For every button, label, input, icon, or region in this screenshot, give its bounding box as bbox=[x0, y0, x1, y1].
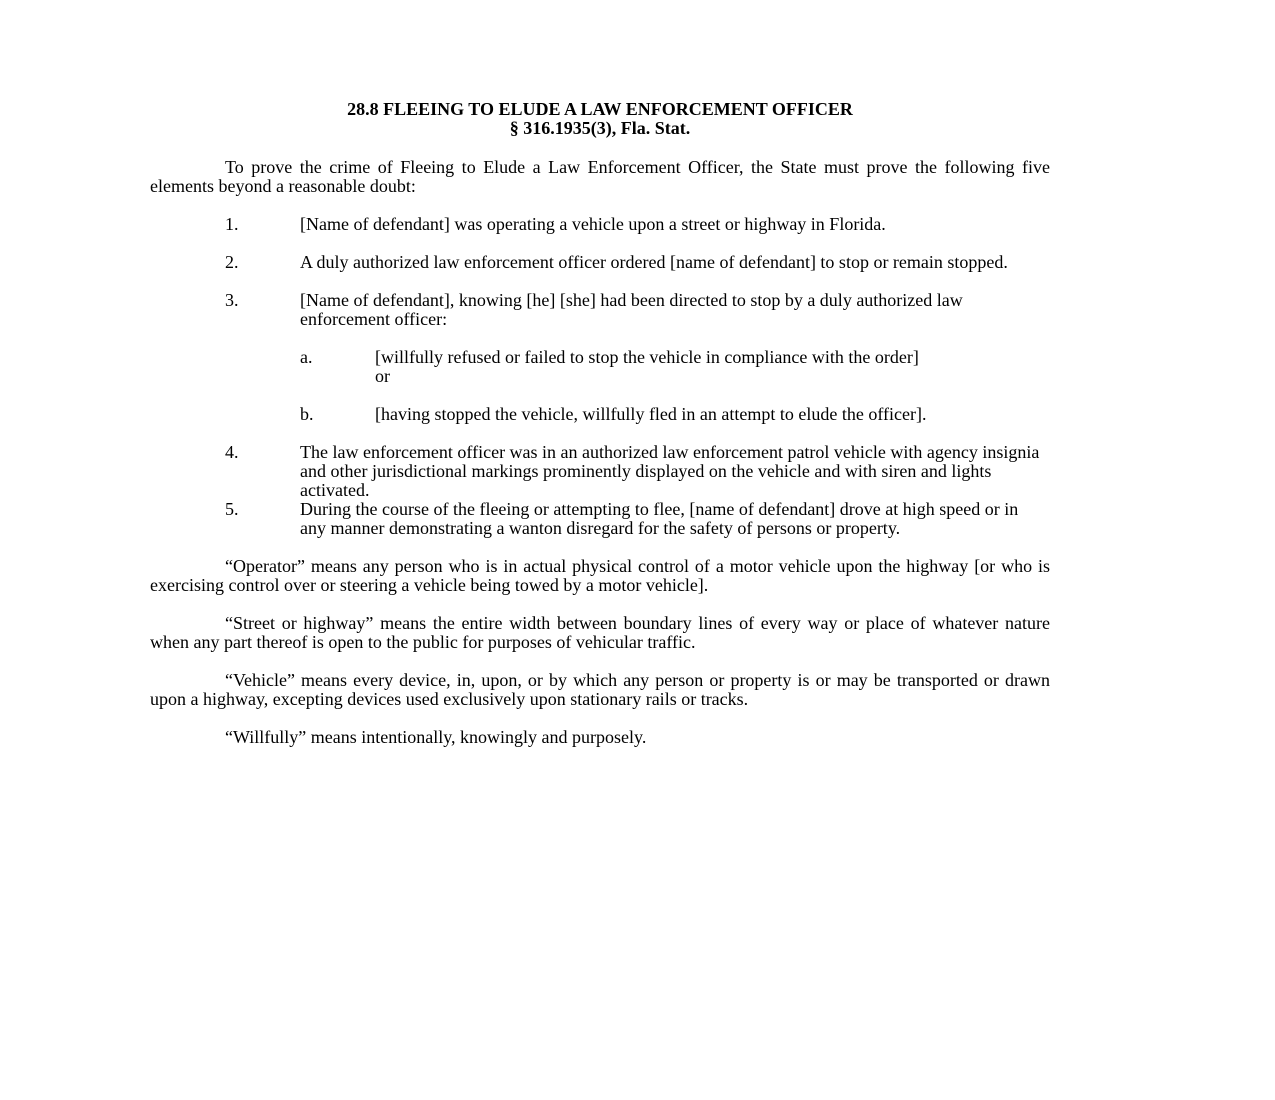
subelement-text bbox=[375, 348, 1045, 386]
definition-vehicle: “Vehicle” means every device, in, upon, or by which any person or property is or may be transported or drawn upon a highway, excepting devices used exclusively upon stationary rails or tracks. bbox=[150, 670, 1050, 709]
statute-citation: § 316.1935(3), Fla. Stat. bbox=[509, 118, 691, 138]
definition-operator: “Operator” means any person who is in actual physical control of a motor vehicle upon the highway [or who is exercising control over or steering a vehicle being towed by a motor vehicle]. bbox=[150, 556, 1050, 595]
element-text: The law enforcement officer was in an authorized law enforcement patrol vehicle with agency insignia and other jurisdictional markings prominently displayed on the vehicle and with siren and lights activated. bbox=[300, 442, 1040, 500]
subelement-text-body: [willfully refused or failed to stop the vehicle in compliance with the order] bbox=[375, 347, 919, 367]
subelement-item-b bbox=[300, 405, 1050, 424]
page-title bbox=[150, 100, 1050, 138]
element-text: [Name of defendant] was operating a vehicle upon a street or highway in Florida. bbox=[300, 214, 886, 234]
element-text: A duly authorized law enforcement officer ordered [name of defendant] to stop or remain stopped. bbox=[300, 252, 1008, 272]
element-number: 1. bbox=[225, 214, 239, 234]
title-line-1: 28.8 FLEEING TO ELUDE A LAW ENFORCEMENT OFFICER bbox=[347, 99, 853, 119]
element-text: During the course of the fleeing or attempting to flee, [name of defendant] drove at high speed or in any manner demonstrating a wanton disregard for the safety of persons or property. bbox=[300, 499, 1019, 538]
element-text: [Name of defendant], knowing [he] [she] had been directed to stop by a duly authorized law enforcement officer: bbox=[300, 290, 963, 329]
element-number: 3. bbox=[225, 290, 239, 310]
definition-street-or-highway: “Street or highway” means the entire width between boundary lines of every way or place of whatever nature when any part thereof is open to the public for purposes of vehicular traffic. bbox=[150, 613, 1050, 652]
subelement-letter: b. bbox=[300, 404, 314, 424]
elements-list bbox=[150, 215, 1050, 538]
element-item-5 bbox=[225, 500, 1050, 538]
definition-willfully: “Willfully” means intentionally, knowingly and purposely. bbox=[225, 727, 647, 747]
subelement-letter: a. bbox=[300, 347, 313, 367]
element-item-1 bbox=[225, 215, 1050, 234]
intro-paragraph: To prove the crime of Fleeing to Elude a Law Enforcement Officer, the State must prove the following five elements beyond a reasonable doubt: bbox=[150, 157, 1050, 196]
document-page bbox=[150, 100, 1050, 747]
element-item-3 bbox=[225, 291, 1050, 329]
subelement-connector: or bbox=[375, 366, 390, 386]
subelement-item-a bbox=[300, 348, 1050, 386]
element-number: 5. bbox=[225, 499, 239, 519]
element-number: 2. bbox=[225, 252, 239, 272]
element-item-4 bbox=[225, 443, 1050, 500]
subelement-text: [having stopped the vehicle, willfully fled in an attempt to elude the officer]. bbox=[375, 404, 927, 424]
element-item-2 bbox=[225, 253, 1050, 272]
definitions-section bbox=[150, 557, 1050, 747]
element-number: 4. bbox=[225, 442, 239, 462]
